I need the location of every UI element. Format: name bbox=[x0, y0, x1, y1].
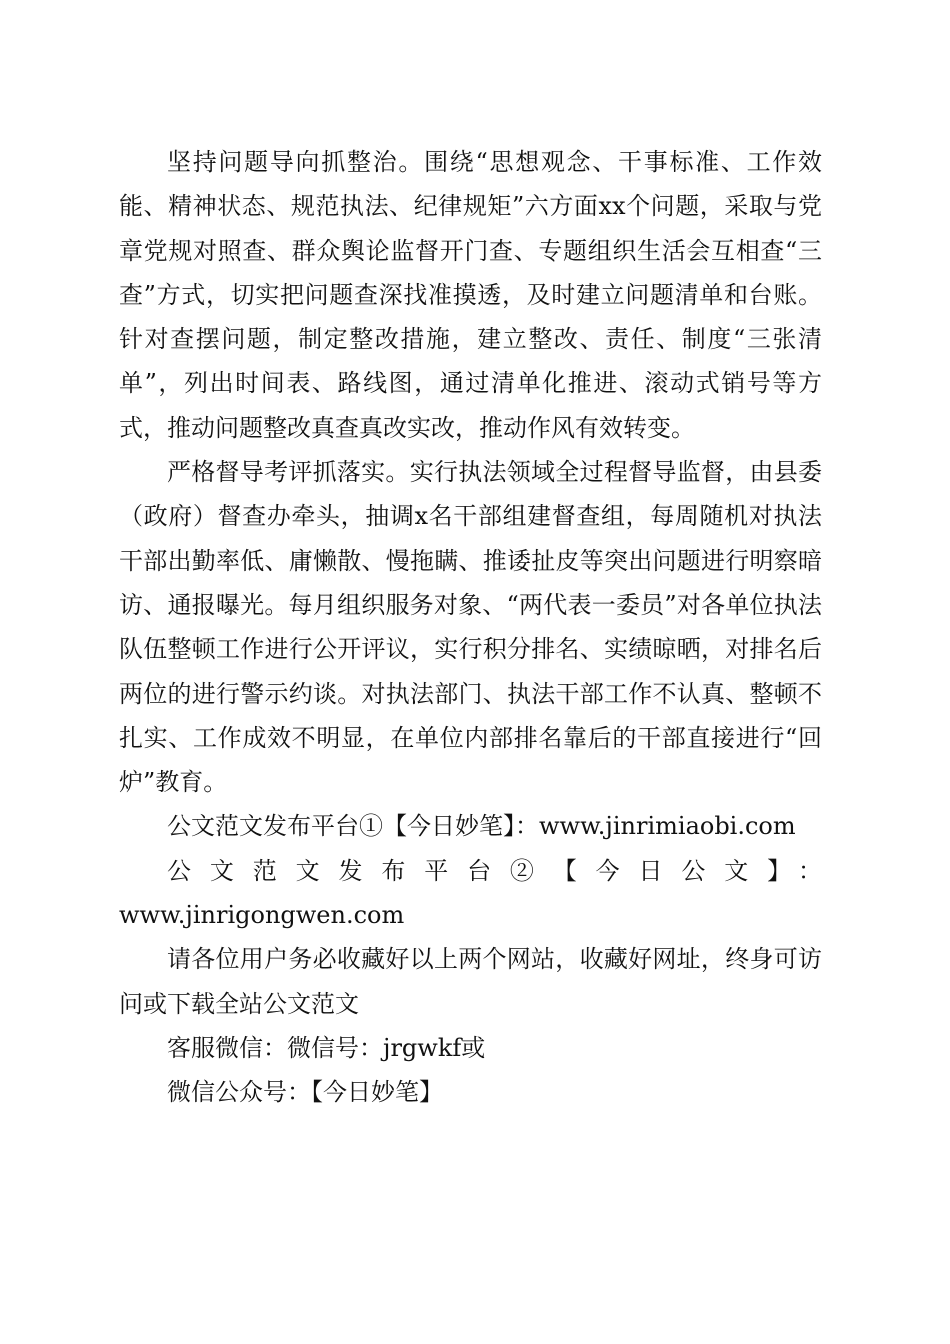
paragraph-supervision: 严格督导考评抓落实。实行执法领域全过程督导监督，由县委（政府）督查办牵头，抽调x名干部组建督查组，每周随机对执法干部出勤率低、庸懒散、慢拖瞒、推诿扯皮等突出问题进行明察暗访、通报曝光。每月组织服务对象、“两代表一委员”对各单位执法队伍整顿工作进行公开评议，实行积分排名、实绩晾晒，对排名后两位的进行警示约谈。对执法部门、执法干部工作不认真、整顿不扎实、工作成效不明显，在单位内部排名靠后的干部直接进行“回炉”教育。 bbox=[119, 458, 822, 797]
platform-link-2-label: 公文范文发布平台②【今日公文】： bbox=[167, 856, 822, 885]
public-account: 微信公众号：【今日妙笔】 bbox=[167, 1078, 443, 1107]
document-body bbox=[119, 140, 822, 1115]
bookmark-notice: 请各位用户务必收藏好以上两个网站，收藏好网址，终身可访问或下载全站公文范文 bbox=[119, 945, 822, 1018]
platform-link-2-url: www.jinrigongwen.com bbox=[119, 901, 405, 930]
customer-service-wechat: 客服微信：微信号：jrgwkf或 bbox=[167, 1033, 486, 1062]
platform-link-1: 公文范文发布平台①【今日妙笔】：www.jinrimiaobi.com bbox=[167, 812, 796, 841]
paragraph-rectification: 坚持问题导向抓整治。围绕“思想观念、干事标准、工作效能、精神状态、规范执法、纪律规矩”六方面xx个问题，采取与党章党规对照查、群众舆论监督开门查、专题组织生活会互相查“三查”方式，切实把问题查深找准摸透，及时建立问题清单和台账。针对查摆问题，制定整改措施，建立整改、责任、制度“三张清单”，列出时间表、路线图，通过清单化推进、滚动式销号等方式，推动问题整改真查真改实改，推动作风有效转变。 bbox=[119, 148, 822, 442]
